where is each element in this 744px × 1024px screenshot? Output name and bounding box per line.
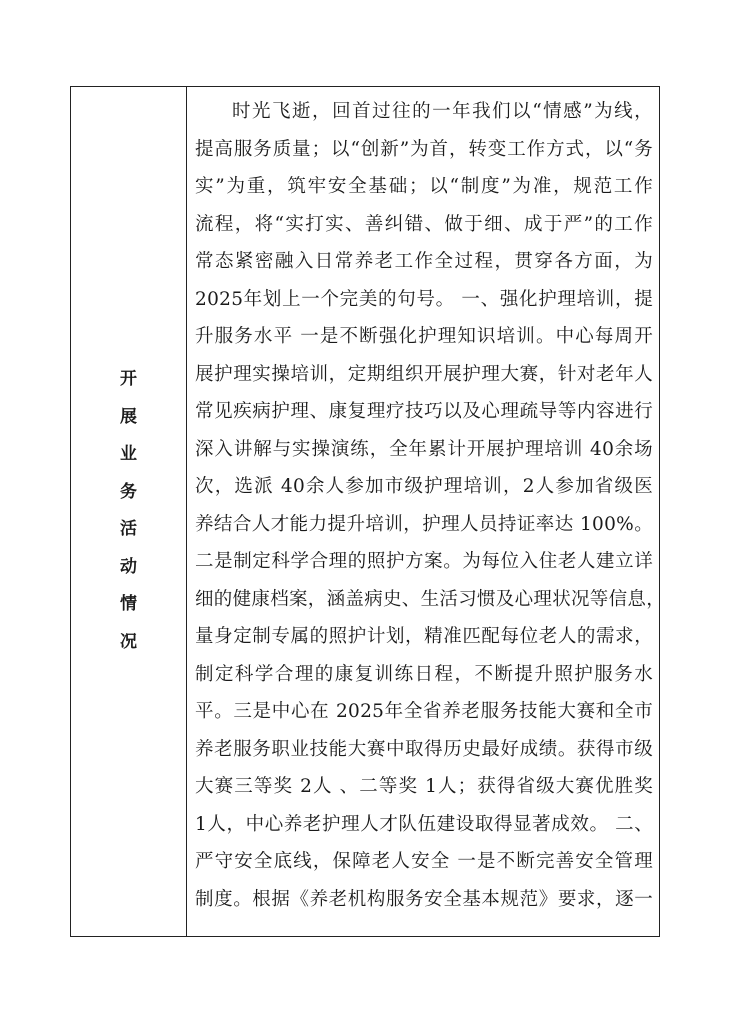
content-line: 制定科学合理的康复训练日程，不断提升照护服务水 <box>195 663 653 685</box>
label-cell <box>71 87 187 936</box>
content-line: 深入讲解与实操演练，全年累计开展护理培训 40余场 <box>195 438 653 460</box>
content-cell <box>187 87 666 936</box>
label-char: 动 <box>120 556 137 577</box>
content-line: 1人，中心养老护理人才队伍建设取得显著成效。 二、 <box>195 813 653 835</box>
content-line: 展护理实操培训，定期组织开展护理大赛，针对老年人 <box>195 363 653 385</box>
content-line: 提高服务质量；以“创新”为首，转变工作方式，以“务 <box>195 138 653 160</box>
content-line: 实”为重，筑牢安全基础；以“制度”为准，规范工作 <box>195 176 653 197</box>
label-char: 情 <box>120 594 137 614</box>
content-line: 养老服务职业技能大赛中取得历史最好成绩。获得市级 <box>195 738 653 760</box>
content-line: 流程，将“实打实、善纠错、做于细、成于严”的工作 <box>195 213 653 235</box>
section-label <box>71 361 186 661</box>
label-char: 展 <box>120 406 137 427</box>
content-line: 严守安全底线，保障老人安全 一是不断完善安全管理 <box>195 851 653 872</box>
label-char: 况 <box>120 631 137 652</box>
content-line: 常态紧密融入日常养老工作全过程，贯穿各方面，为 <box>195 251 653 272</box>
content-line: 细的健康档案，涵盖病史、生活习惯及心理状况等信息， <box>195 588 666 610</box>
content-body <box>195 93 666 918</box>
activity-form-table <box>70 86 666 937</box>
label-char: 务 <box>120 481 137 502</box>
content-line: 大赛三等奖 2人 、二等奖 1人；获得省级大赛优胜奖 <box>195 776 653 797</box>
content-line: 量身定制专属的照护计划，精准匹配每位老人的需求， <box>195 626 653 647</box>
content-line: 次，选派 40余人参加市级护理培训，2人参加省级医 <box>195 476 653 497</box>
content-line: 常见疾病护理、康复理疗技巧以及心理疏导等内容进行 <box>195 401 653 422</box>
content-line: 平。三是中心在 2025年全省养老服务技能大赛和全市 <box>195 701 653 722</box>
label-char: 开 <box>120 369 137 389</box>
content-line: 二是制定科学合理的照护方案。为每位入住老人建立详 <box>195 551 653 572</box>
content-line: 养结合人才能力提升培训，护理人员持证率达 100%。 <box>195 513 653 535</box>
content-line: 时光飞逝，回首过往的一年我们以“情感”为线， <box>232 101 653 122</box>
content-line: 升服务水平 一是不断强化护理知识培训。中心每周开 <box>195 326 653 347</box>
label-char: 业 <box>120 444 137 464</box>
content-line: 2025年划上一个完美的句号。 一、强化护理培训，提 <box>195 288 653 310</box>
label-char: 活 <box>120 519 137 539</box>
content-line: 制度。根据《养老机构服务安全基本规范》要求，逐一 <box>195 888 653 910</box>
